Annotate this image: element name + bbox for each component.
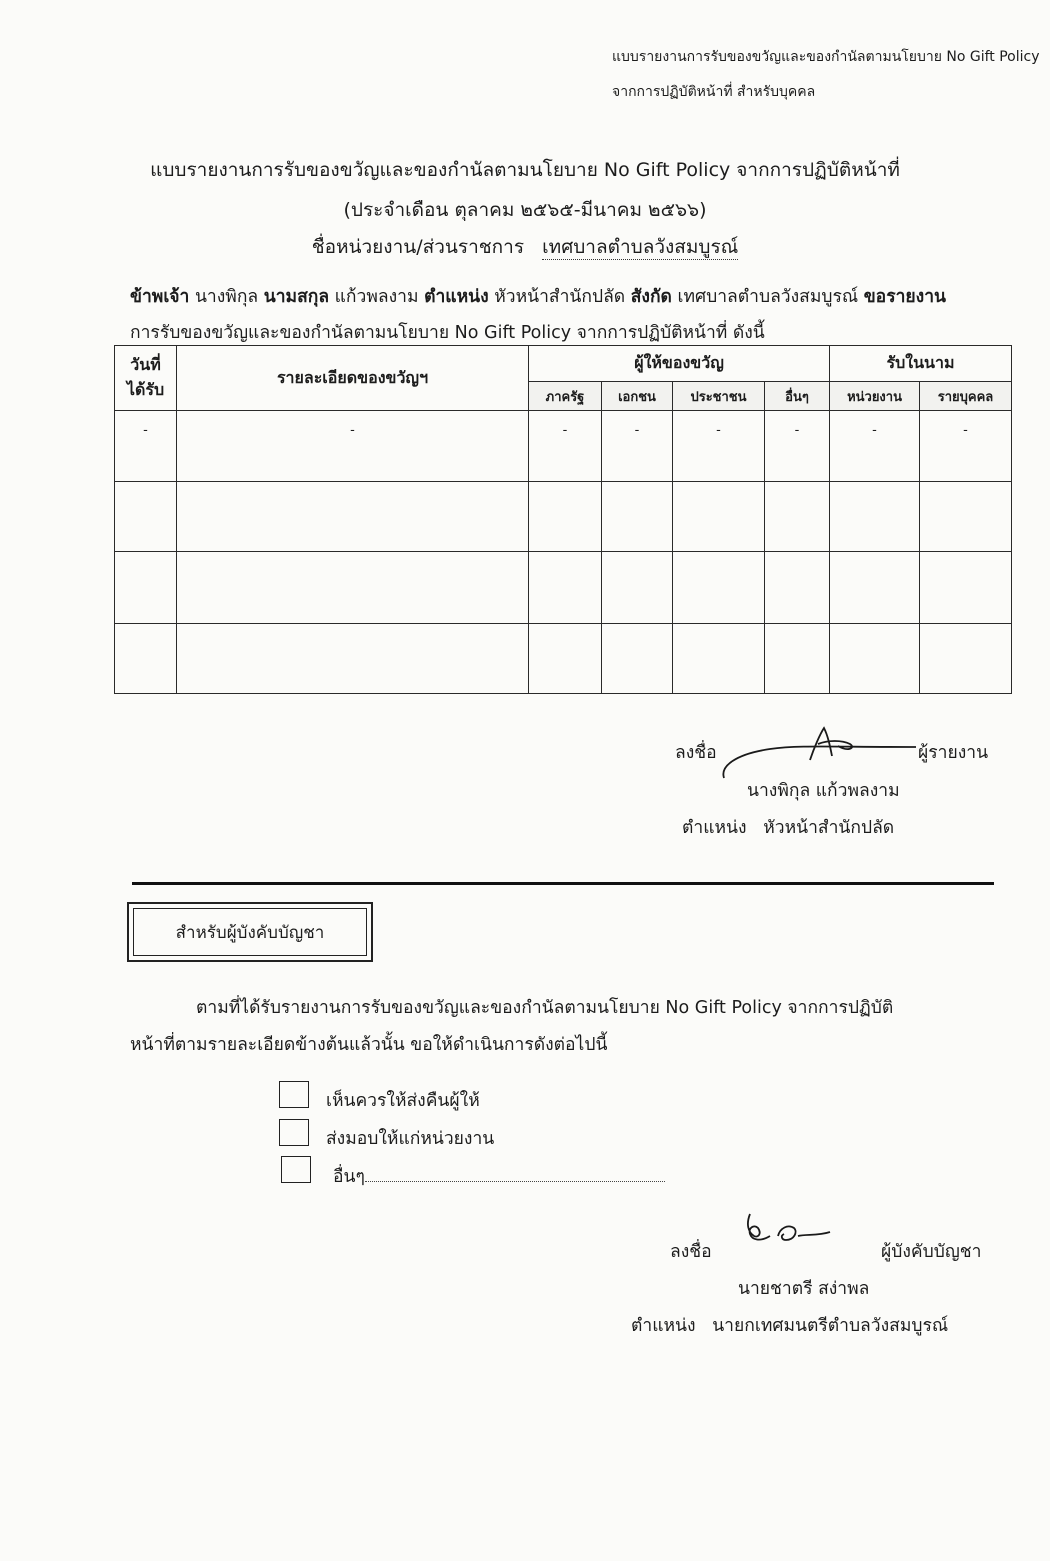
intro-line-2: การรับของขวัญและของกำนัลตามนโยบาย No Gift Policy จากการปฏิบัติหน้าที่ ดังนี้ [130, 323, 765, 343]
table-cell [673, 552, 765, 623]
table-cell: - [177, 411, 529, 482]
table-cell [602, 482, 673, 552]
option-other [333, 1162, 665, 1190]
col-header-private: เอกชน [602, 382, 673, 411]
table-cell [115, 552, 177, 623]
table-cell [177, 623, 529, 693]
col-header-date-line-1: วันที่ [130, 355, 161, 374]
commander-position-line [631, 1311, 948, 1339]
commander-position-label: ตำแหน่ง [631, 1316, 696, 1336]
intro-label-affiliation: สังกัด [630, 287, 672, 307]
reporter-surname: แก้วพลงาม [334, 287, 419, 307]
section-divider [132, 882, 994, 885]
table-cell [115, 482, 177, 552]
reporter-role: ผู้รายงาน [918, 743, 989, 763]
table-cell [765, 482, 830, 552]
reporter-position: หัวหน้าสำนักปลัด [494, 287, 626, 307]
table-cell [529, 482, 602, 552]
table-cell [920, 552, 1012, 623]
commander-text-line-1: ตามที่ได้รับรายงานการรับของขวัญและของกำนัลตามนโยบาย No Gift Policy จากการปฏิบัติ [196, 998, 894, 1018]
table-cell [920, 623, 1012, 693]
intro-label-report: ขอรายงาน [863, 287, 947, 307]
col-header-date [115, 346, 177, 411]
col-header-individual: รายบุคคล [920, 382, 1012, 411]
table-cell: - [673, 411, 765, 482]
table-cell [765, 552, 830, 623]
option-other-fill-line [365, 1167, 665, 1182]
intro-line-1 [130, 282, 946, 310]
reporter-position-line [682, 813, 894, 841]
option-other-label: อื่นๆ [333, 1167, 365, 1187]
table-cell [920, 482, 1012, 552]
reporter-full-name: นางพิกุล แก้วพลงาม [747, 781, 900, 801]
checkbox-return-to-giver[interactable] [279, 1081, 309, 1108]
table-cell [673, 623, 765, 693]
table-cell [177, 552, 529, 623]
commander-section-box [127, 902, 373, 962]
table-cell: - [602, 411, 673, 482]
document-title: แบบรายงานการรับของขวัญและของกำนัลตามนโยบาย No Gift Policy จากการปฏิบัติหน้าที่ [150, 159, 900, 181]
form-header-line-1: แบบรายงานการรับของขวัญและของกำนัลตามนโยบาย No Gift Policy [612, 49, 1040, 65]
table-cell [115, 623, 177, 693]
table-cell [177, 482, 529, 552]
table-cell: - [920, 411, 1012, 482]
table-cell [529, 552, 602, 623]
col-header-government: ภาครัฐ [529, 382, 602, 411]
table-cell [602, 623, 673, 693]
table-cell [529, 623, 602, 693]
reporter-sign-label: ลงชื่อ [675, 743, 717, 763]
commander-signature [740, 1206, 835, 1254]
intro-label-position: ตำแหน่ง [424, 287, 489, 307]
col-group-giver: ผู้ให้ของขวัญ [529, 346, 830, 382]
col-header-other: อื่นๆ [765, 382, 830, 411]
table-cell [602, 552, 673, 623]
table-cell: - [830, 411, 920, 482]
col-header-detail: รายละเอียดของขวัญฯ [177, 346, 529, 411]
intro-label-i: ข้าพเจ้า [130, 287, 190, 307]
col-group-receiver: รับในนาม [830, 346, 1012, 382]
table-cell [673, 482, 765, 552]
gift-report-table [114, 345, 1012, 694]
commander-role: ผู้บังคับบัญชา [881, 1242, 982, 1262]
table-cell [765, 623, 830, 693]
table-row [115, 411, 1012, 482]
option-hand-to-agency: ส่งมอบให้แก่หน่วยงาน [326, 1129, 495, 1149]
commander-section-label: สำหรับผู้บังคับบัญชา [133, 908, 367, 956]
agency-label: ชื่อหน่วยงาน/ส่วนราชการ [311, 236, 525, 258]
reporter-signature [718, 722, 918, 784]
intro-label-surname: นามสกุล [263, 287, 330, 307]
agency-value: เทศบาลตำบลวังสมบูรณ์ [542, 236, 739, 258]
reporter-position-label: ตำแหน่ง [682, 818, 747, 838]
form-header-line-2: จากการปฏิบัติหน้าที่ สำหรับบุคคล [612, 84, 816, 100]
table-cell [830, 623, 920, 693]
table-cell: - [115, 411, 177, 482]
commander-position-value: นายกเทศมนตรีตำบลวังสมบูรณ์ [712, 1316, 949, 1336]
checkbox-hand-to-agency[interactable] [279, 1119, 309, 1146]
commander-full-name: นายชาตรี สง่าพล [738, 1279, 870, 1299]
col-header-date-line-2: ได้รับ [126, 380, 165, 399]
col-header-agency: หน่วยงาน [830, 382, 920, 411]
reporter-position-value: หัวหน้าสำนักปลัด [763, 818, 895, 838]
commander-sign-label: ลงชื่อ [670, 1242, 712, 1262]
agency-line [0, 232, 1050, 262]
checkbox-other[interactable] [281, 1156, 311, 1183]
table-row [115, 552, 1012, 623]
col-header-public: ประชาชน [673, 382, 765, 411]
table-cell [830, 482, 920, 552]
table-cell: - [529, 411, 602, 482]
commander-text-line-2: หน้าที่ตามรายละเอียดข้างต้นแล้วนั้น ขอให้ดำเนินการดังต่อไปนี้ [130, 1035, 608, 1055]
table-row [115, 482, 1012, 552]
table-cell: - [765, 411, 830, 482]
table-row [115, 623, 1012, 693]
reporter-first-name: นางพิกุล [194, 287, 259, 307]
option-return-to-giver: เห็นควรให้ส่งคืนผู้ให้ [326, 1091, 480, 1111]
document-period: (ประจำเดือน ตุลาคม ๒๕๖๕-มีนาคม ๒๕๖๖) [343, 199, 707, 221]
reporter-affiliation: เทศบาลตำบลวังสมบูรณ์ [677, 287, 859, 307]
table-cell [830, 552, 920, 623]
